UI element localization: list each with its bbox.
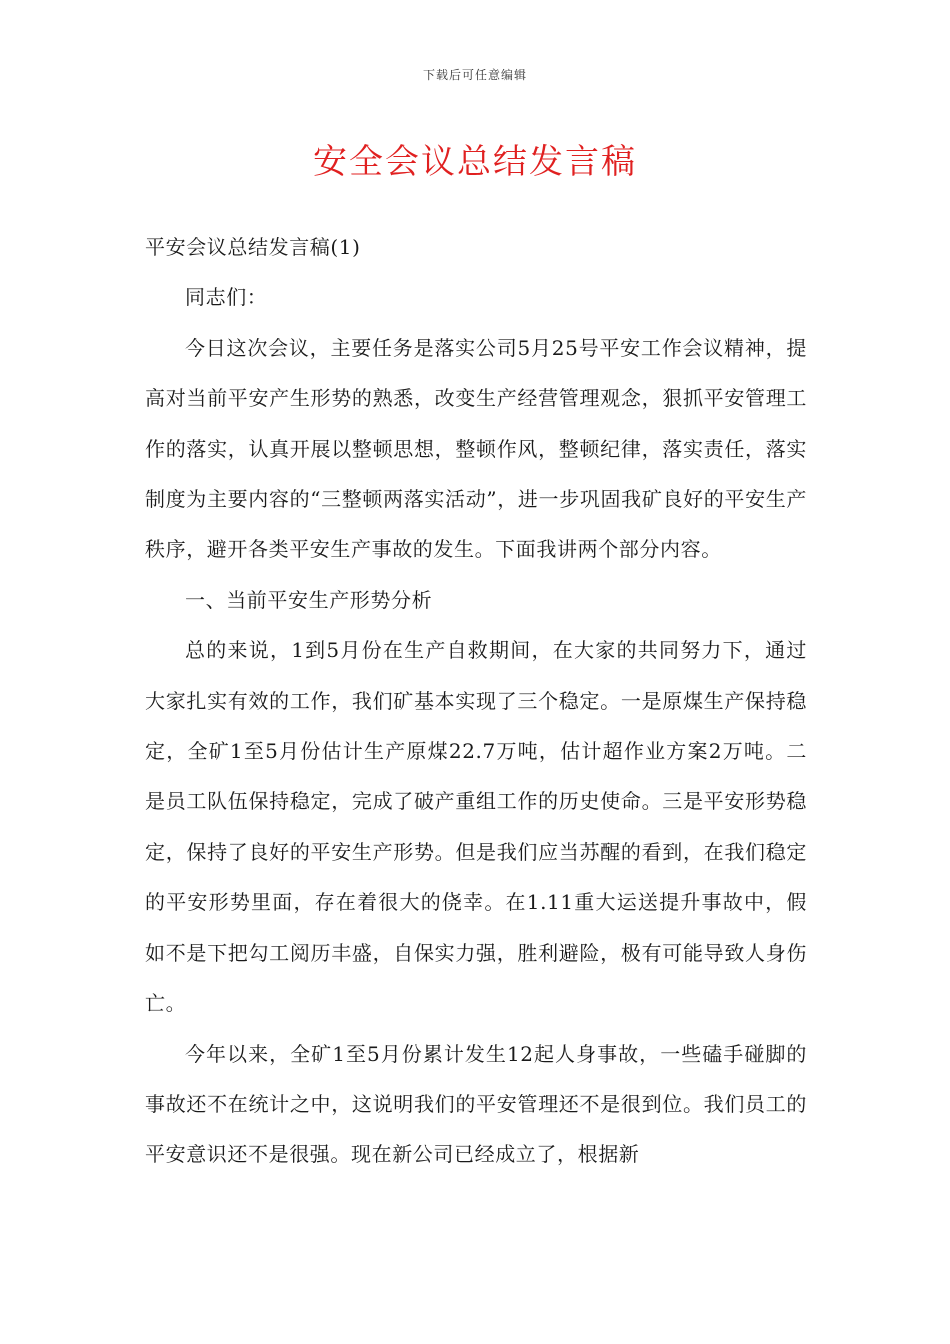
analysis-paragraph: 总的来说，1到5月份在生产自救期间，在大家的共同努力下，通过大家扎实有效的工作，我们矿基本实现了三个稳定。一是原煤生产保持稳定，全矿1至5月份估计生产原煤22.7万吨，估计超作业方案2万吨。二是员工队伍保持稳定，完成了破产重组工作的历史使命。三是平安形势稳定，保持了良好的平安生产形势。但是我们应当苏醒的看到，在我们稳定的平安形势里面，存在着很大的侥幸。在1.11重大运送提升事故中，假如不是下把勾工阅历丰盛，自保实力强，胜利避险，极有可能导致人身伤亡。 bbox=[145, 638, 807, 1016]
accident-paragraph: 今年以来，全矿1至5月份累计发生12起人身事故，一些磕手碰脚的事故还不在统计之中，这说明我们的平安管理还不是很到位。我们员工的平安意识还不是很强。现在新公司已经成立了，根据新 bbox=[145, 1041, 807, 1167]
document-subtitle: 平安会议总结发言稿(1) bbox=[145, 235, 361, 259]
document-body bbox=[145, 222, 807, 1180]
header-note: 下载后可任意编辑 bbox=[422, 68, 527, 82]
section-heading: 一、当前平安生产形势分析 bbox=[185, 587, 433, 612]
document-title: 安全会议总结发言稿 bbox=[313, 142, 637, 182]
intro-paragraph: 今日这次会议，主要任务是落实公司5月25号平安工作会议精神，提高对当前平安产生形势的熟悉，改变生产经营管理观念，狠抓平安管理工作的落实，认真开展以整顿思想，整顿作风，整顿纪律，落实责任，落实制度为主要内容的“三整顿两落实活动”，进一步巩固我矿良好的平安生产秩序，避开各类平安生产事故的发生。下面我讲两个部分内容。 bbox=[145, 335, 807, 562]
salutation-paragraph: 同志们： bbox=[185, 285, 268, 310]
